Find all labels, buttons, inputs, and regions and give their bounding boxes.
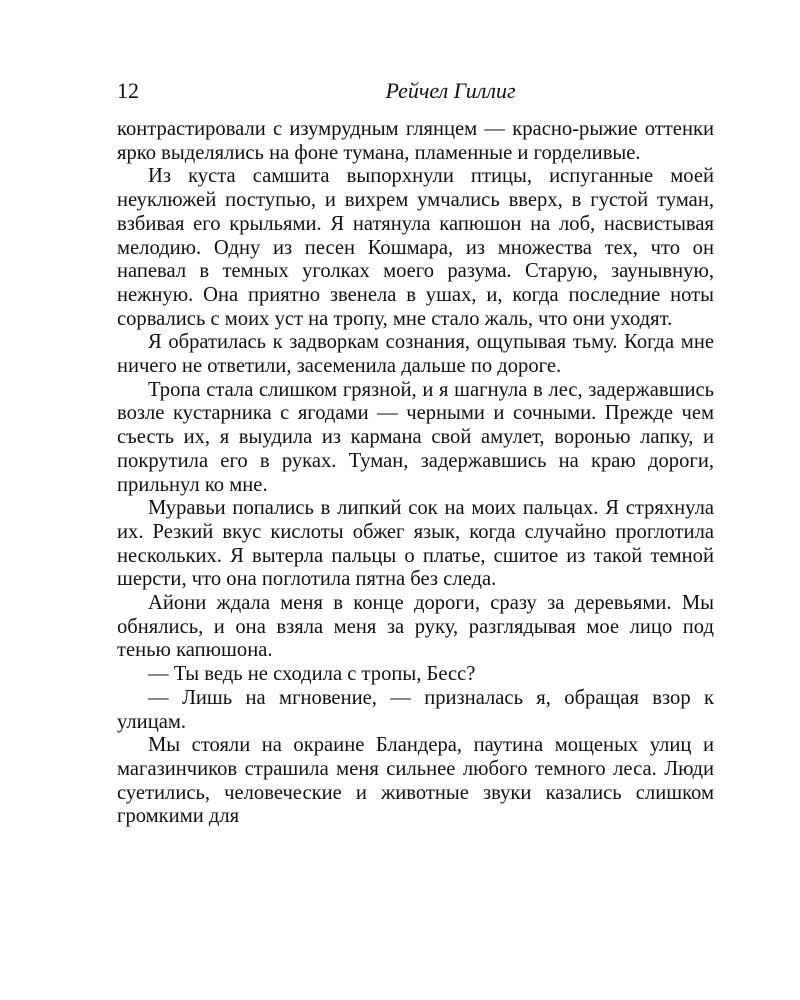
paragraph: контрастировали с изумрудным глянцем — красно-рыжие оттенки ярко выделялись на фоне тумана, пламенные и горделивые.	[117, 118, 714, 164]
running-title: Рейчел Гиллиг	[385, 78, 516, 103]
paragraph: Муравьи попались в липкий сок на моих пальцах. Я стряхнула их. Резкий вкус кислоты обжег язык, когда случайно проглотила нескольких. Я вытерла пальцы о платье, сшитое из такой темной шерсти, что она поглотила пятна без следа.	[117, 497, 714, 591]
paragraph: Тропа стала слишком грязной, и я шагнула в лес, задержавшись возле кустарника с ягодами — черными и сочными. Прежде чем съесть их, я выудила из кармана свой амулет, воронью лапку, и покрутила его в руках. Туман, задержавшись на краю дороги, прильнул ко мне.	[117, 378, 714, 496]
paragraph: Из куста самшита выпорхнули птицы, испуганные моей неуклюжей поступью, и вихрем умчались вверх, в густой туман, взбивая его крыльями. Я натянула капюшон на лоб, насвистывая мелодию. Одну из песен Кошмара, из множества тех, что он напевал в темных уголках моего разума. Старую, заунывную, нежную. Она приятно звенела в ушах, и, когда последние ноты сорвались с моих уст на тропу, мне стало жаль, что они уходят.	[117, 165, 714, 330]
paragraph: Айони ждала меня в конце дороги, сразу за деревьями. Мы обнялись, и она взяла меня за руку, разглядывая мое лицо под тенью капюшона.	[117, 592, 714, 662]
paragraph: Я обратилась к задворкам сознания, ощупывая тьму. Когда мне ничего не ответили, засеменила дальше по дороге.	[117, 331, 714, 378]
page-number: 12	[117, 78, 139, 103]
body-text	[117, 118, 714, 829]
page-header	[117, 78, 714, 108]
dialogue-line: — Ты ведь не сходила с тропы, Бесс?	[148, 663, 476, 686]
dialogue-line: — Лишь на мгновение, — призналась я, обращая взор к улицам.	[117, 686, 714, 733]
book-page	[117, 78, 714, 829]
paragraph: Мы стояли на окраине Бландера, паутина мощеных улиц и магазинчиков страшила меня сильнее любого темного леса. Люди суетились, человеческие и животные звуки казались слишком громкими для	[117, 734, 714, 828]
